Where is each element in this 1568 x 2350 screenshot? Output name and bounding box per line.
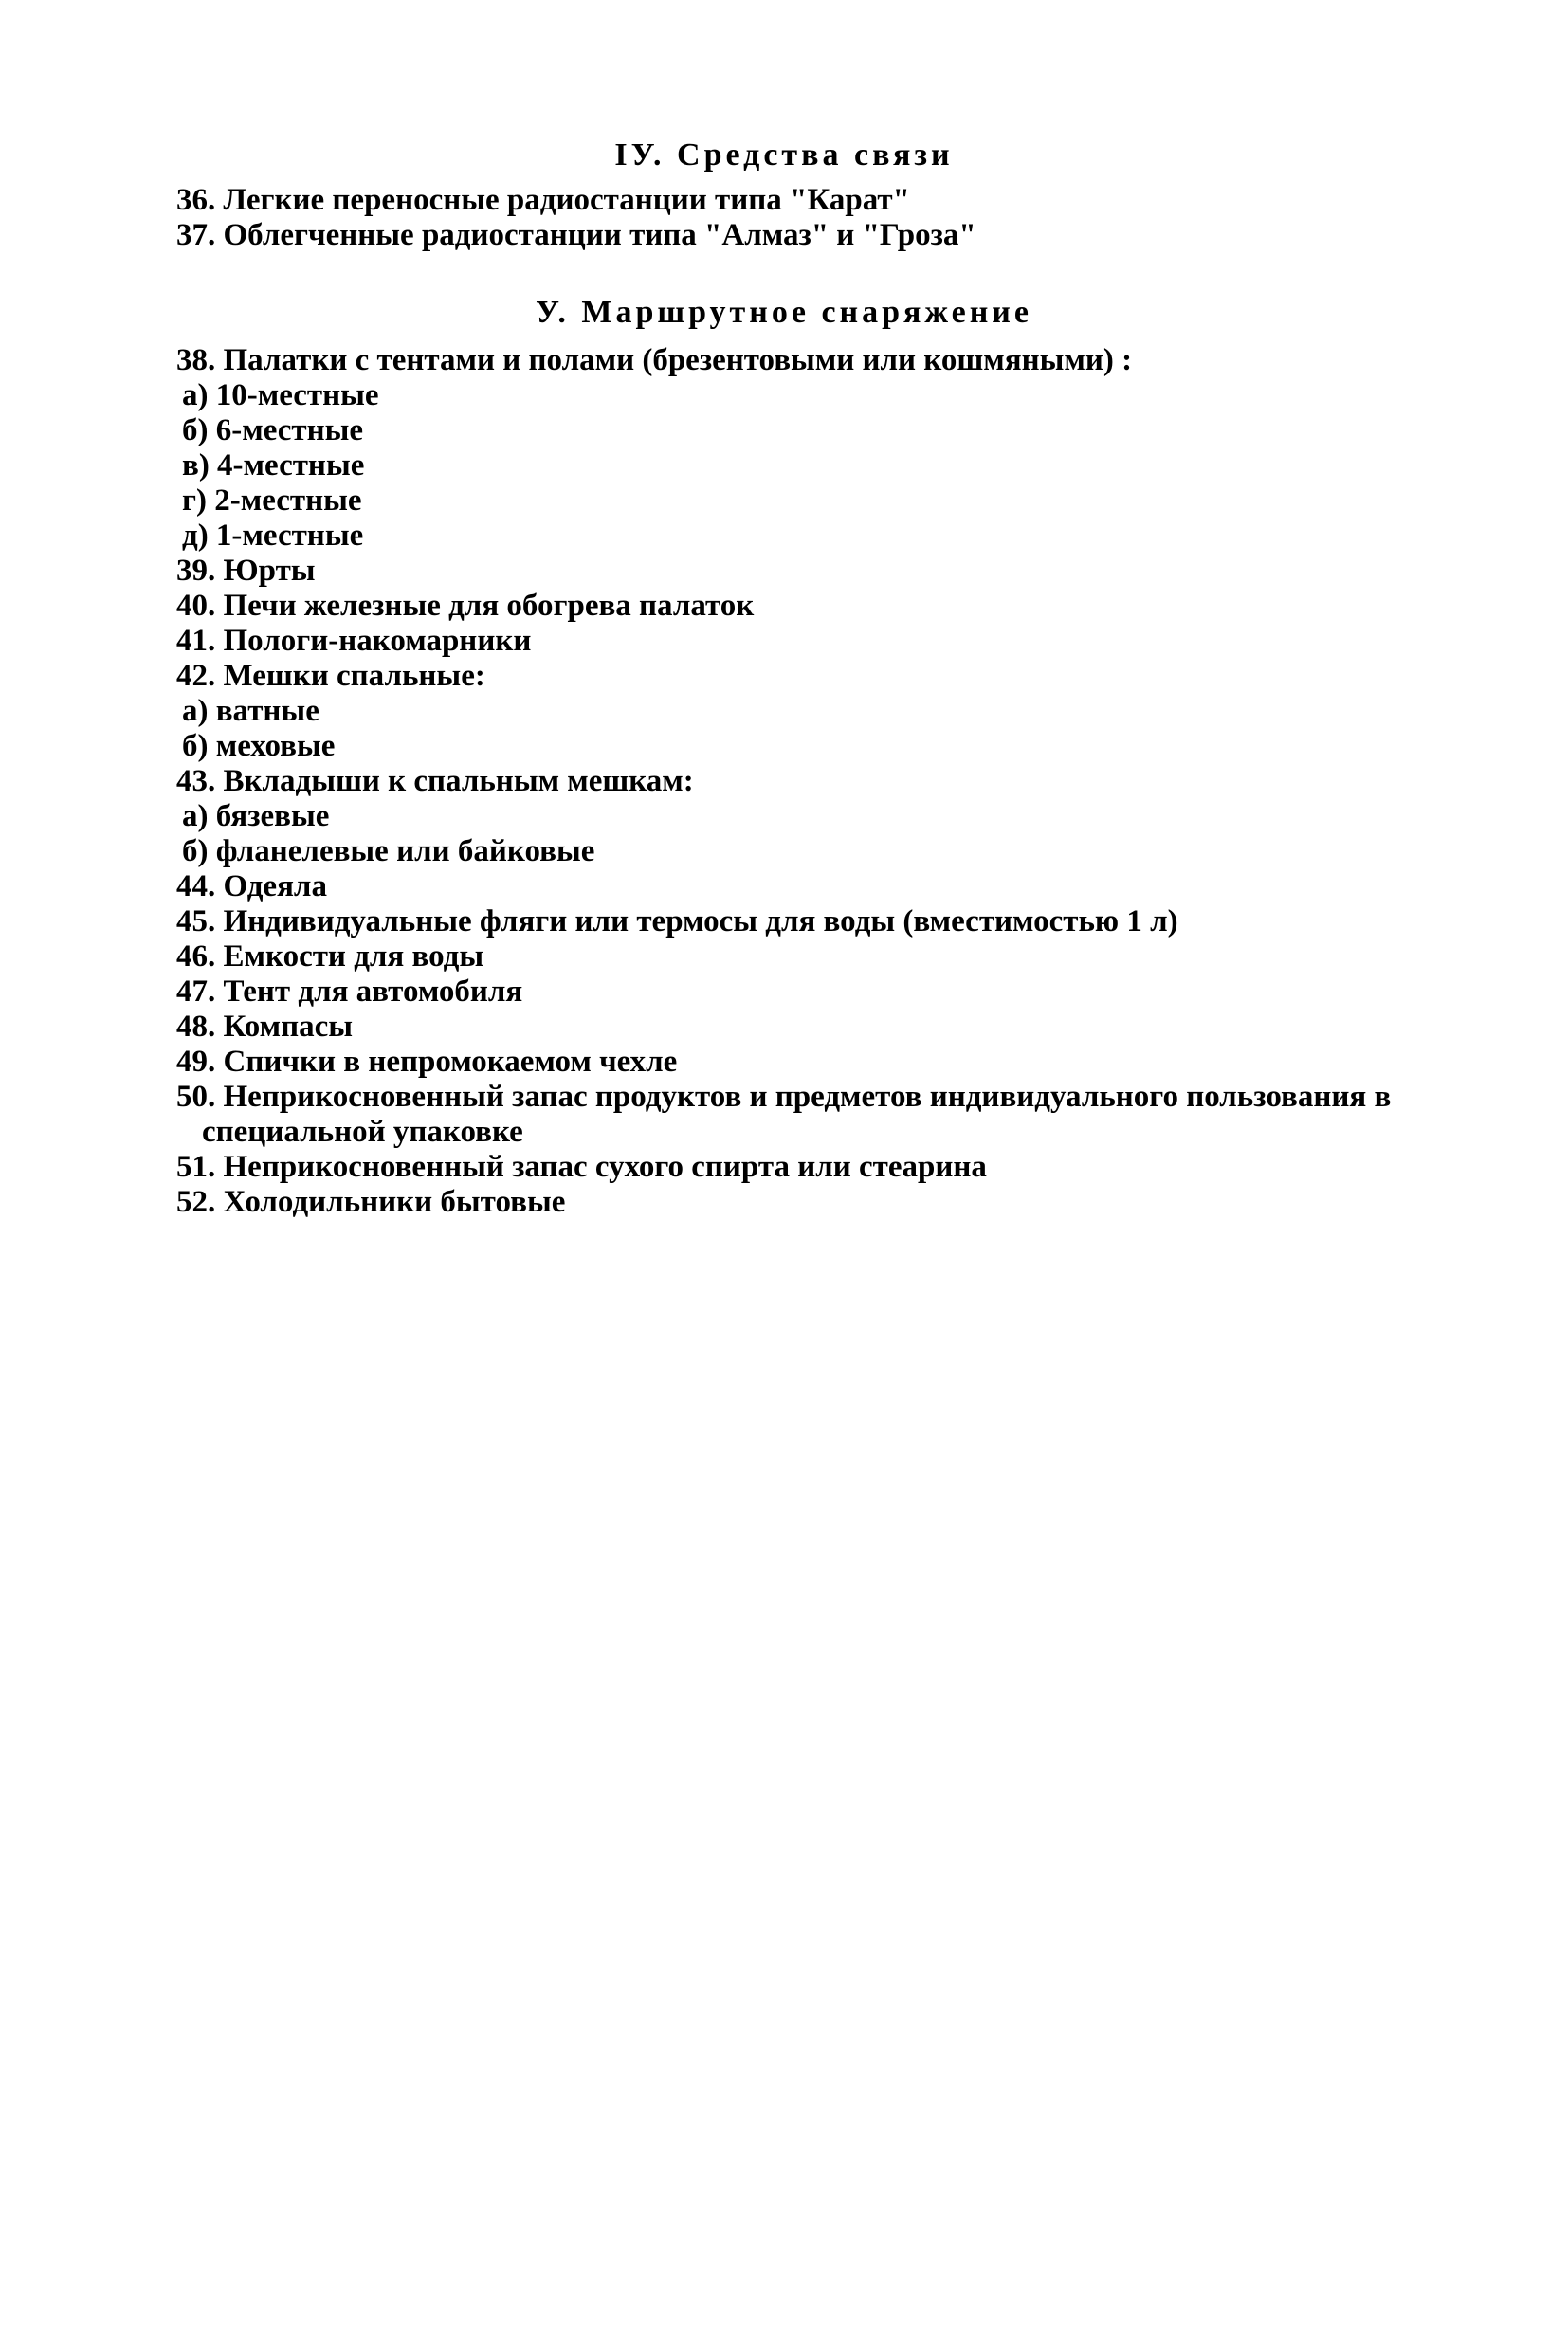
list-item: 50. Неприкосновенный запас продуктов и предметов индивидуального пользования в: [176, 1080, 1392, 1114]
list-subitem: а) 10-местные: [182, 378, 379, 412]
list-item-continuation: специальной упаковке: [202, 1115, 523, 1149]
list-item: 46. Емкости для воды: [176, 939, 484, 974]
section-heading-communications: IУ. Средства связи: [614, 137, 954, 173]
section-heading-route-equipment: У. Маршрутное снаряжение: [535, 295, 1032, 330]
list-subitem: д) 1-местные: [182, 519, 364, 553]
communications-list: [176, 183, 1447, 253]
list-subitem: б) меховые: [182, 729, 336, 763]
list-subitem: а) бязевые: [182, 799, 330, 833]
list-item: 52. Холодильники бытовые: [176, 1185, 566, 1219]
list-subitem: б) фланелевые или байковые: [182, 834, 595, 868]
list-item: 38. Палатки с тентами и полами (брезентовыми или кошмяными) :: [176, 343, 1133, 377]
list-item: 36. Легкие переносные радиостанции типа "Карат": [176, 183, 910, 217]
list-item: 49. Спички в непромокаемом чехле: [176, 1045, 678, 1079]
list-item: 48. Компасы: [176, 1010, 354, 1044]
list-item: 47. Тент для автомобиля: [176, 975, 523, 1009]
list-item: 51. Неприкосновенный запас сухого спирта или стеарина: [176, 1150, 987, 1184]
list-item: 41. Пологи-накомарники: [176, 624, 532, 658]
route-equipment-list: [176, 343, 1447, 1220]
list-item: 45. Индивидуальные фляги или термосы для воды (вместимостью 1 л): [176, 904, 1178, 938]
list-subitem: б) 6-местные: [182, 413, 364, 447]
list-subitem: а) ватные: [182, 694, 319, 728]
list-item: 43. Вкладыши к спальным мешкам:: [176, 764, 694, 798]
list-item: 42. Мешки спальные:: [176, 659, 485, 693]
list-item: 40. Печи железные для обогрева палаток: [176, 589, 755, 623]
list-subitem: г) 2-местные: [182, 483, 362, 518]
list-subitem: в) 4-местные: [182, 448, 365, 483]
list-item: 44. Одеяла: [176, 869, 327, 903]
list-item: 39. Юрты: [176, 554, 316, 588]
list-item: 37. Облегченные радиостанции типа "Алмаз" и "Гроза": [176, 218, 976, 252]
